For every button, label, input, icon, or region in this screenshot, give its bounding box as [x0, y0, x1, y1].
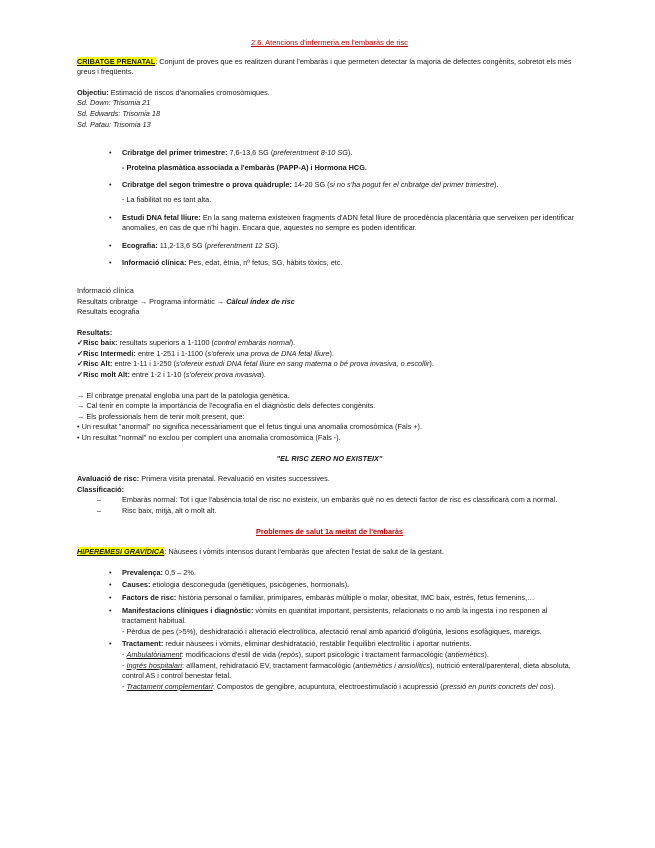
first-trimester-sub: - Proteïna plasmàtica associada a l'embaràs (PAPP-A) i Hormona HCG. — [122, 162, 367, 172]
section-title: Problemes de salut 1a meitat de l'embaràs — [256, 526, 403, 536]
list-item: – Risc baix, mitjà, alt o molt alt. — [77, 506, 582, 517]
note-line: → Els professionals hem de tenir molt present, que: — [77, 411, 245, 421]
list-item: • Factors de risc: història personal o familiar, primípares, embaràs múltiple o molar, obesitat, IMC baix, estrès, fetus femenins,… — [77, 593, 582, 604]
results-label: Resultats: — [77, 327, 113, 337]
zero-risk-quote: "EL RISC ZERO NO EXISTEIX" — [276, 453, 383, 463]
hyperemesis-paragraph: HIPEREMESI GRAVÍDICA: Nàusees i vòmits intensos durant l'embaràs que afecten l'estat de salut de la gestant. — [77, 547, 444, 557]
list-item: • Cribratge del primer trimestre: 7,6-13,6 SG (preferentment 8-10 SG). - Proteïna plasmàtica associada a l'embaràs (PAPP-A) i Hormona HCG. — [77, 148, 582, 173]
page-title: 2.6. Atencions d'infermeria en l'embaràs de risc — [250, 38, 409, 47]
evaluation-block: Avaluació de risc: Primera visita prenatal. Revaluació en visites successives. Classificació: – Embaràs normal: Tot i que l'absència total de risc no existeix, un embaràs què no es detecti factor de risc es classificarà com a normal. – Risc baix, mitjà, alt o molt alt. — [77, 474, 582, 516]
screening-list — [77, 148, 582, 269]
list-item: • Causes: etiologia desconeguda (genètiques, psicògenes, hormonals). — [77, 580, 582, 591]
list-item: • Cribratge del segon trimestre o prova quàdruple: 14-20 SG (si no s'ha pogut fer el cribratge del primer trimestre). - La fiabilitat no es tant alta. — [77, 180, 582, 205]
hyperemesis-term: HIPEREMESI GRAVÍDICA — [77, 547, 165, 557]
second-trimester-sub: - La fiabilitat no es tant alta. — [122, 194, 212, 204]
list-item: • Tractament: reduir nàusees i vòmits, eliminar deshidratació, restablir l'equilibri electrolític i aportar nutrients. - Ambulatòriament: modificacions d'estil de vida (repòs), suport psicològic i tractament farmacològic (antiemètics). - Ingrés hospitalari: aïllament, rehidratació EV, tractament farmacològic (antiemètics i ansiolítics), nutrició enteral/parenteral, dieta absoluta, control AS i control benestar fetal. - Tractament complementari: Compostos de gengibre, acupuntura, electroestimulació i acupressió (pressió en punts concrets del cos). — [77, 639, 582, 692]
result-item: ✓Risc baix: resultats superiors a 1-1100 (control embaràs normal). — [77, 338, 296, 348]
syndrome-edwards: Sd. Edwards: Trisomia 18 — [77, 108, 160, 118]
note-line: • Un resultat "anormal" no significa necessàriament que el fetus tingui una anomalia cromosòmica (Fals +). — [77, 422, 422, 432]
list-item: – Embaràs normal: Tot i que l'absència total de risc no existeix, un embaràs què no es detecti factor de risc es classificarà com a normal. — [77, 495, 582, 506]
list-item: • Ecografia: 11,2-13,6 SG (preferentment 12 SG). — [77, 241, 582, 252]
list-item: • Manifestacions clíniques i diagnòstic: vòmits en quantitat important, persistents, relacionats o no amb la ingesta i no responen al tractament habitual. - Pèrdua de pes (>5%), deshidratació i alteració electrolítica, afectació renal amb aparició d'oligúria, lesions esofàgiques, mareigs. — [77, 606, 582, 638]
classification-list — [77, 495, 582, 516]
results-block — [77, 328, 582, 381]
list-item: • Informació clínica: Pes, edat, ètnia, nº fetus, SG, hàbits tòxics, etc. — [77, 258, 582, 269]
list-item: • Estudi DNA fetal lliure: En la sang materna existeixen fragments d'ADN fetal lliure de procedència placentària que serveixen per identificar anomalies, en cas de que n'hi hagin. Encara que, aquestes no sempre es poden identificar. — [77, 213, 582, 234]
prenatal-screening-term: CRIBATGE PRENATAL — [77, 56, 156, 66]
result-item: ✓Risc Intermedi: entre 1-251 i 1-1100 (s'ofereix una prova de DNA fetal lliure). — [77, 348, 334, 358]
clinical-info-block: Informació clínica Resultats cribratge → Programa informàtic → Càlcul índex de risc Resultats ecografia — [77, 285, 295, 317]
list-item: • Prevalença: 0,5 – 2%. — [77, 568, 582, 579]
objective-block — [77, 88, 582, 130]
document-body — [77, 38, 582, 694]
result-item: ✓Risc molt Alt: entre 1-2 i 1-10 (s'ofereix prova invasiva). — [77, 370, 266, 380]
note-line: • Un resultat "normal" no exclou per complert una anomalia cromosòmica (Fals -). — [77, 433, 341, 443]
intro-text: : Conjunt de proves que es realitzen durant l'embaràs i que permeten detectar la majoria de defectes congènits, sobretot els més greus i freqüents. — [77, 56, 572, 77]
result-item: ✓Risc Alt: entre 1-11 i 1-250 (s'ofereix estudi DNA fetal lliure en sang materna o bé prova invasiva, o escollir). — [77, 359, 434, 369]
objective-text: Estimació de riscos d'anomalies cromosòmiques. — [108, 87, 270, 97]
notes-block — [77, 391, 582, 444]
hyperemesis-list — [77, 568, 582, 693]
objective-label: Objectiu: — [77, 87, 109, 97]
syndrome-patau: Sd. Patau: Trisomia 13 — [77, 119, 151, 129]
note-line: → El cribratge prenatal engloba una part de la patologia genètica. — [77, 390, 290, 400]
note-line: → Cal tenir en compte la importància de l'ecografia en el diagnòstic dels defectes congènits. — [77, 401, 376, 411]
syndrome-down: Sd. Down: Trisomia 21 — [77, 98, 151, 108]
intro-paragraph — [77, 57, 582, 78]
